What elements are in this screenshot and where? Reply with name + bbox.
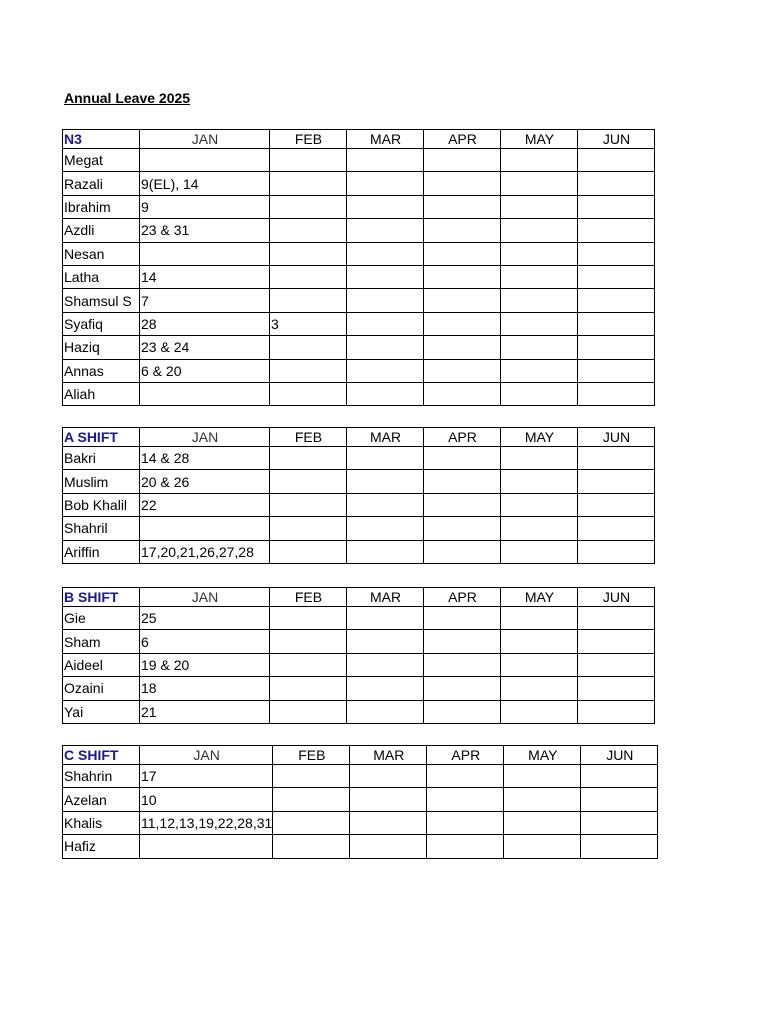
leave-cell-feb	[273, 811, 350, 834]
leave-cell-mar	[350, 811, 427, 834]
leave-cell-apr	[424, 289, 501, 312]
leave-cell-apr	[424, 312, 501, 335]
leave-cell-jun	[581, 788, 658, 811]
leave-table-n3	[62, 129, 655, 406]
leave-cell-jun	[578, 289, 655, 312]
leave-cell-mar	[347, 493, 424, 516]
leave-cell-jan: 9	[140, 195, 270, 218]
staff-name: Azelan	[63, 788, 140, 811]
month-header-apr: APR	[424, 588, 501, 607]
staff-name: Ariffin	[63, 540, 140, 563]
month-header-jan: JAN	[140, 130, 270, 149]
leave-cell-mar	[347, 382, 424, 405]
staff-name: Hafiz	[63, 835, 140, 858]
leave-cell-jun	[578, 242, 655, 265]
leave-cell-apr	[427, 811, 504, 834]
month-header-apr: APR	[427, 746, 504, 765]
leave-cell-feb	[273, 765, 350, 788]
month-header-jun: JUN	[578, 130, 655, 149]
table-header-row	[63, 746, 658, 765]
table-row	[63, 607, 655, 630]
leave-cell-feb	[270, 653, 347, 676]
leave-cell-jan: 23 & 24	[140, 336, 270, 359]
leave-cell-apr	[424, 630, 501, 653]
month-header-mar: MAR	[350, 746, 427, 765]
leave-cell-feb	[270, 242, 347, 265]
leave-cell-mar	[347, 517, 424, 540]
staff-name: Yai	[63, 700, 140, 723]
month-header-mar: MAR	[347, 588, 424, 607]
leave-cell-mar	[347, 195, 424, 218]
staff-name: Megat	[63, 149, 140, 172]
leave-cell-jun	[578, 172, 655, 195]
leave-cell-jan: 14 & 28	[140, 447, 270, 470]
leave-cell-feb	[270, 382, 347, 405]
leave-cell-apr	[424, 195, 501, 218]
staff-name: Khalis	[63, 811, 140, 834]
leave-cell-jun	[578, 517, 655, 540]
leave-cell-apr	[424, 653, 501, 676]
leave-cell-jan: 28	[140, 312, 270, 335]
month-header-may: MAY	[504, 746, 581, 765]
table-row	[63, 540, 655, 563]
month-header-jan: JAN	[140, 746, 273, 765]
leave-cell-mar	[350, 788, 427, 811]
leave-cell-may	[501, 470, 578, 493]
leave-cell-may	[501, 219, 578, 242]
month-header-jan: JAN	[140, 588, 270, 607]
leave-cell-jun	[578, 447, 655, 470]
leave-cell-may	[501, 265, 578, 288]
leave-cell-may	[501, 172, 578, 195]
leave-cell-mar	[347, 312, 424, 335]
leave-cell-mar	[347, 630, 424, 653]
leave-cell-mar	[347, 289, 424, 312]
table-row	[63, 289, 655, 312]
leave-cell-apr	[424, 540, 501, 563]
leave-cell-jun	[578, 630, 655, 653]
leave-cell-feb	[270, 630, 347, 653]
table-row	[63, 219, 655, 242]
leave-cell-mar	[347, 265, 424, 288]
staff-name: Ozaini	[63, 677, 140, 700]
leave-cell-mar	[347, 447, 424, 470]
leave-cell-may	[501, 289, 578, 312]
leave-cell-feb	[270, 172, 347, 195]
leave-cell-apr	[424, 517, 501, 540]
leave-cell-mar	[347, 359, 424, 382]
staff-name: Azdli	[63, 219, 140, 242]
month-header-feb: FEB	[270, 130, 347, 149]
leave-cell-jan	[140, 242, 270, 265]
leave-cell-mar	[347, 219, 424, 242]
staff-name: Aideel	[63, 653, 140, 676]
staff-name: Razali	[63, 172, 140, 195]
group-header: B SHIFT	[63, 588, 140, 607]
leave-cell-may	[501, 447, 578, 470]
month-header-feb: FEB	[270, 428, 347, 447]
leave-cell-may	[504, 765, 581, 788]
leave-cell-may	[501, 336, 578, 359]
leave-cell-feb	[270, 677, 347, 700]
table-row	[63, 835, 658, 858]
group-header: N3	[63, 130, 140, 149]
leave-cell-jun	[578, 607, 655, 630]
leave-cell-may	[501, 653, 578, 676]
leave-cell-may	[501, 359, 578, 382]
leave-cell-apr	[424, 219, 501, 242]
leave-cell-may	[501, 630, 578, 653]
leave-cell-apr	[427, 765, 504, 788]
leave-cell-feb	[270, 219, 347, 242]
staff-name: Haziq	[63, 336, 140, 359]
table-row	[63, 765, 658, 788]
month-header-apr: APR	[424, 130, 501, 149]
leave-cell-jun	[578, 677, 655, 700]
leave-cell-apr	[424, 242, 501, 265]
leave-cell-jan: 11,12,13,19,22,28,31	[140, 811, 273, 834]
leave-cell-mar	[347, 470, 424, 493]
staff-name: Shamsul S	[63, 289, 140, 312]
staff-name: Shahrin	[63, 765, 140, 788]
leave-cell-jan: 23 & 31	[140, 219, 270, 242]
leave-cell-feb	[270, 607, 347, 630]
staff-name: Bob Khalil	[63, 493, 140, 516]
leave-cell-may	[501, 242, 578, 265]
table-header-row	[63, 428, 655, 447]
leave-cell-apr	[427, 788, 504, 811]
table-row	[63, 149, 655, 172]
table-row	[63, 788, 658, 811]
leave-cell-jan: 7	[140, 289, 270, 312]
leave-cell-may	[501, 195, 578, 218]
leave-cell-apr	[424, 677, 501, 700]
leave-cell-apr	[424, 336, 501, 359]
table-row	[63, 700, 655, 723]
leave-cell-feb	[270, 700, 347, 723]
leave-cell-jan: 6	[140, 630, 270, 653]
leave-cell-apr	[424, 493, 501, 516]
month-header-may: MAY	[501, 428, 578, 447]
leave-cell-jun	[578, 700, 655, 723]
leave-cell-jan: 22	[140, 493, 270, 516]
leave-cell-apr	[424, 172, 501, 195]
table-row	[63, 447, 655, 470]
leave-cell-may	[501, 517, 578, 540]
staff-name: Annas	[63, 359, 140, 382]
month-header-may: MAY	[501, 130, 578, 149]
staff-name: Ibrahim	[63, 195, 140, 218]
leave-cell-jan	[140, 149, 270, 172]
staff-name: Latha	[63, 265, 140, 288]
staff-name: Sham	[63, 630, 140, 653]
leave-cell-apr	[424, 700, 501, 723]
leave-cell-jun	[578, 493, 655, 516]
leave-cell-feb	[270, 195, 347, 218]
leave-cell-mar	[347, 336, 424, 359]
leave-cell-apr	[424, 447, 501, 470]
leave-cell-feb	[270, 493, 347, 516]
leave-cell-apr	[424, 359, 501, 382]
leave-cell-jan: 14	[140, 265, 270, 288]
table-row	[63, 172, 655, 195]
month-header-feb: FEB	[273, 746, 350, 765]
leave-cell-may	[501, 382, 578, 405]
leave-cell-jun	[578, 359, 655, 382]
staff-name: Shahril	[63, 517, 140, 540]
leave-cell-jan: 18	[140, 677, 270, 700]
leave-cell-jun	[578, 265, 655, 288]
leave-cell-jun	[578, 470, 655, 493]
staff-name: Gie	[63, 607, 140, 630]
leave-cell-feb	[270, 149, 347, 172]
leave-cell-jun	[578, 540, 655, 563]
leave-cell-jan	[140, 517, 270, 540]
leave-cell-may	[501, 493, 578, 516]
leave-cell-jan: 10	[140, 788, 273, 811]
leave-cell-mar	[347, 607, 424, 630]
table-row	[63, 517, 655, 540]
staff-name: Nesan	[63, 242, 140, 265]
table-row	[63, 470, 655, 493]
leave-cell-jan	[140, 382, 270, 405]
group-header: A SHIFT	[63, 428, 140, 447]
leave-cell-mar	[347, 700, 424, 723]
leave-cell-jun	[578, 653, 655, 676]
leave-cell-jan: 20 & 26	[140, 470, 270, 493]
leave-cell-jan: 25	[140, 607, 270, 630]
staff-name: Syafiq	[63, 312, 140, 335]
leave-cell-jan: 9(EL), 14	[140, 172, 270, 195]
table-row	[63, 359, 655, 382]
leave-cell-jun	[578, 195, 655, 218]
leave-cell-mar	[347, 653, 424, 676]
leave-cell-feb	[270, 265, 347, 288]
table-row	[63, 242, 655, 265]
leave-cell-jun	[578, 312, 655, 335]
leave-cell-feb	[270, 289, 347, 312]
leave-cell-jun	[578, 149, 655, 172]
leave-cell-apr	[424, 470, 501, 493]
leave-cell-jan: 17	[140, 765, 273, 788]
leave-cell-feb	[270, 359, 347, 382]
leave-cell-mar	[347, 242, 424, 265]
leave-cell-jun	[581, 835, 658, 858]
table-row	[63, 811, 658, 834]
leave-cell-mar	[347, 540, 424, 563]
leave-cell-feb	[273, 788, 350, 811]
leave-cell-jan: 19 & 20	[140, 653, 270, 676]
month-header-feb: FEB	[270, 588, 347, 607]
month-header-jun: JUN	[578, 588, 655, 607]
document-title: Annual Leave 2025	[64, 90, 191, 106]
leave-cell-mar	[350, 765, 427, 788]
leave-cell-may	[501, 677, 578, 700]
leave-cell-jun	[578, 336, 655, 359]
leave-cell-jan	[140, 835, 273, 858]
leave-cell-feb	[270, 336, 347, 359]
leave-cell-may	[501, 312, 578, 335]
month-header-apr: APR	[424, 428, 501, 447]
table-row	[63, 265, 655, 288]
leave-cell-apr	[427, 835, 504, 858]
leave-cell-may	[501, 149, 578, 172]
leave-cell-feb	[273, 835, 350, 858]
leave-cell-feb	[270, 447, 347, 470]
leave-cell-jun	[581, 811, 658, 834]
leave-cell-may	[501, 700, 578, 723]
leave-cell-jun	[578, 382, 655, 405]
group-header: C SHIFT	[63, 746, 140, 765]
leave-cell-apr	[424, 265, 501, 288]
leave-cell-mar	[350, 835, 427, 858]
leave-cell-may	[504, 835, 581, 858]
staff-name: Aliah	[63, 382, 140, 405]
table-row	[63, 493, 655, 516]
table-header-row	[63, 130, 655, 149]
table-row	[63, 382, 655, 405]
table-header-row	[63, 588, 655, 607]
month-header-jan: JAN	[140, 428, 270, 447]
month-header-jun: JUN	[578, 428, 655, 447]
leave-table-b-shift	[62, 587, 655, 724]
table-row	[63, 630, 655, 653]
leave-cell-mar	[347, 149, 424, 172]
staff-name: Muslim	[63, 470, 140, 493]
leave-cell-apr	[424, 382, 501, 405]
leave-cell-mar	[347, 677, 424, 700]
leave-cell-jan: 21	[140, 700, 270, 723]
leave-cell-may	[504, 811, 581, 834]
leave-cell-feb: 3	[270, 312, 347, 335]
table-row	[63, 336, 655, 359]
leave-cell-apr	[424, 149, 501, 172]
leave-cell-jan: 6 & 20	[140, 359, 270, 382]
table-row	[63, 312, 655, 335]
leave-cell-may	[501, 540, 578, 563]
leave-cell-feb	[270, 517, 347, 540]
leave-table-a-shift	[62, 427, 655, 564]
month-header-mar: MAR	[347, 428, 424, 447]
leave-cell-jan: 17,20,21,26,27,28	[140, 540, 270, 563]
month-header-mar: MAR	[347, 130, 424, 149]
leave-cell-apr	[424, 607, 501, 630]
table-row	[63, 195, 655, 218]
leave-cell-feb	[270, 470, 347, 493]
staff-name: Bakri	[63, 447, 140, 470]
leave-table-c-shift	[62, 745, 658, 859]
leave-cell-mar	[347, 172, 424, 195]
leave-cell-may	[504, 788, 581, 811]
month-header-may: MAY	[501, 588, 578, 607]
table-row	[63, 677, 655, 700]
leave-cell-jun	[581, 765, 658, 788]
leave-cell-feb	[270, 540, 347, 563]
leave-cell-may	[501, 607, 578, 630]
leave-cell-jun	[578, 219, 655, 242]
table-row	[63, 653, 655, 676]
month-header-jun: JUN	[581, 746, 658, 765]
